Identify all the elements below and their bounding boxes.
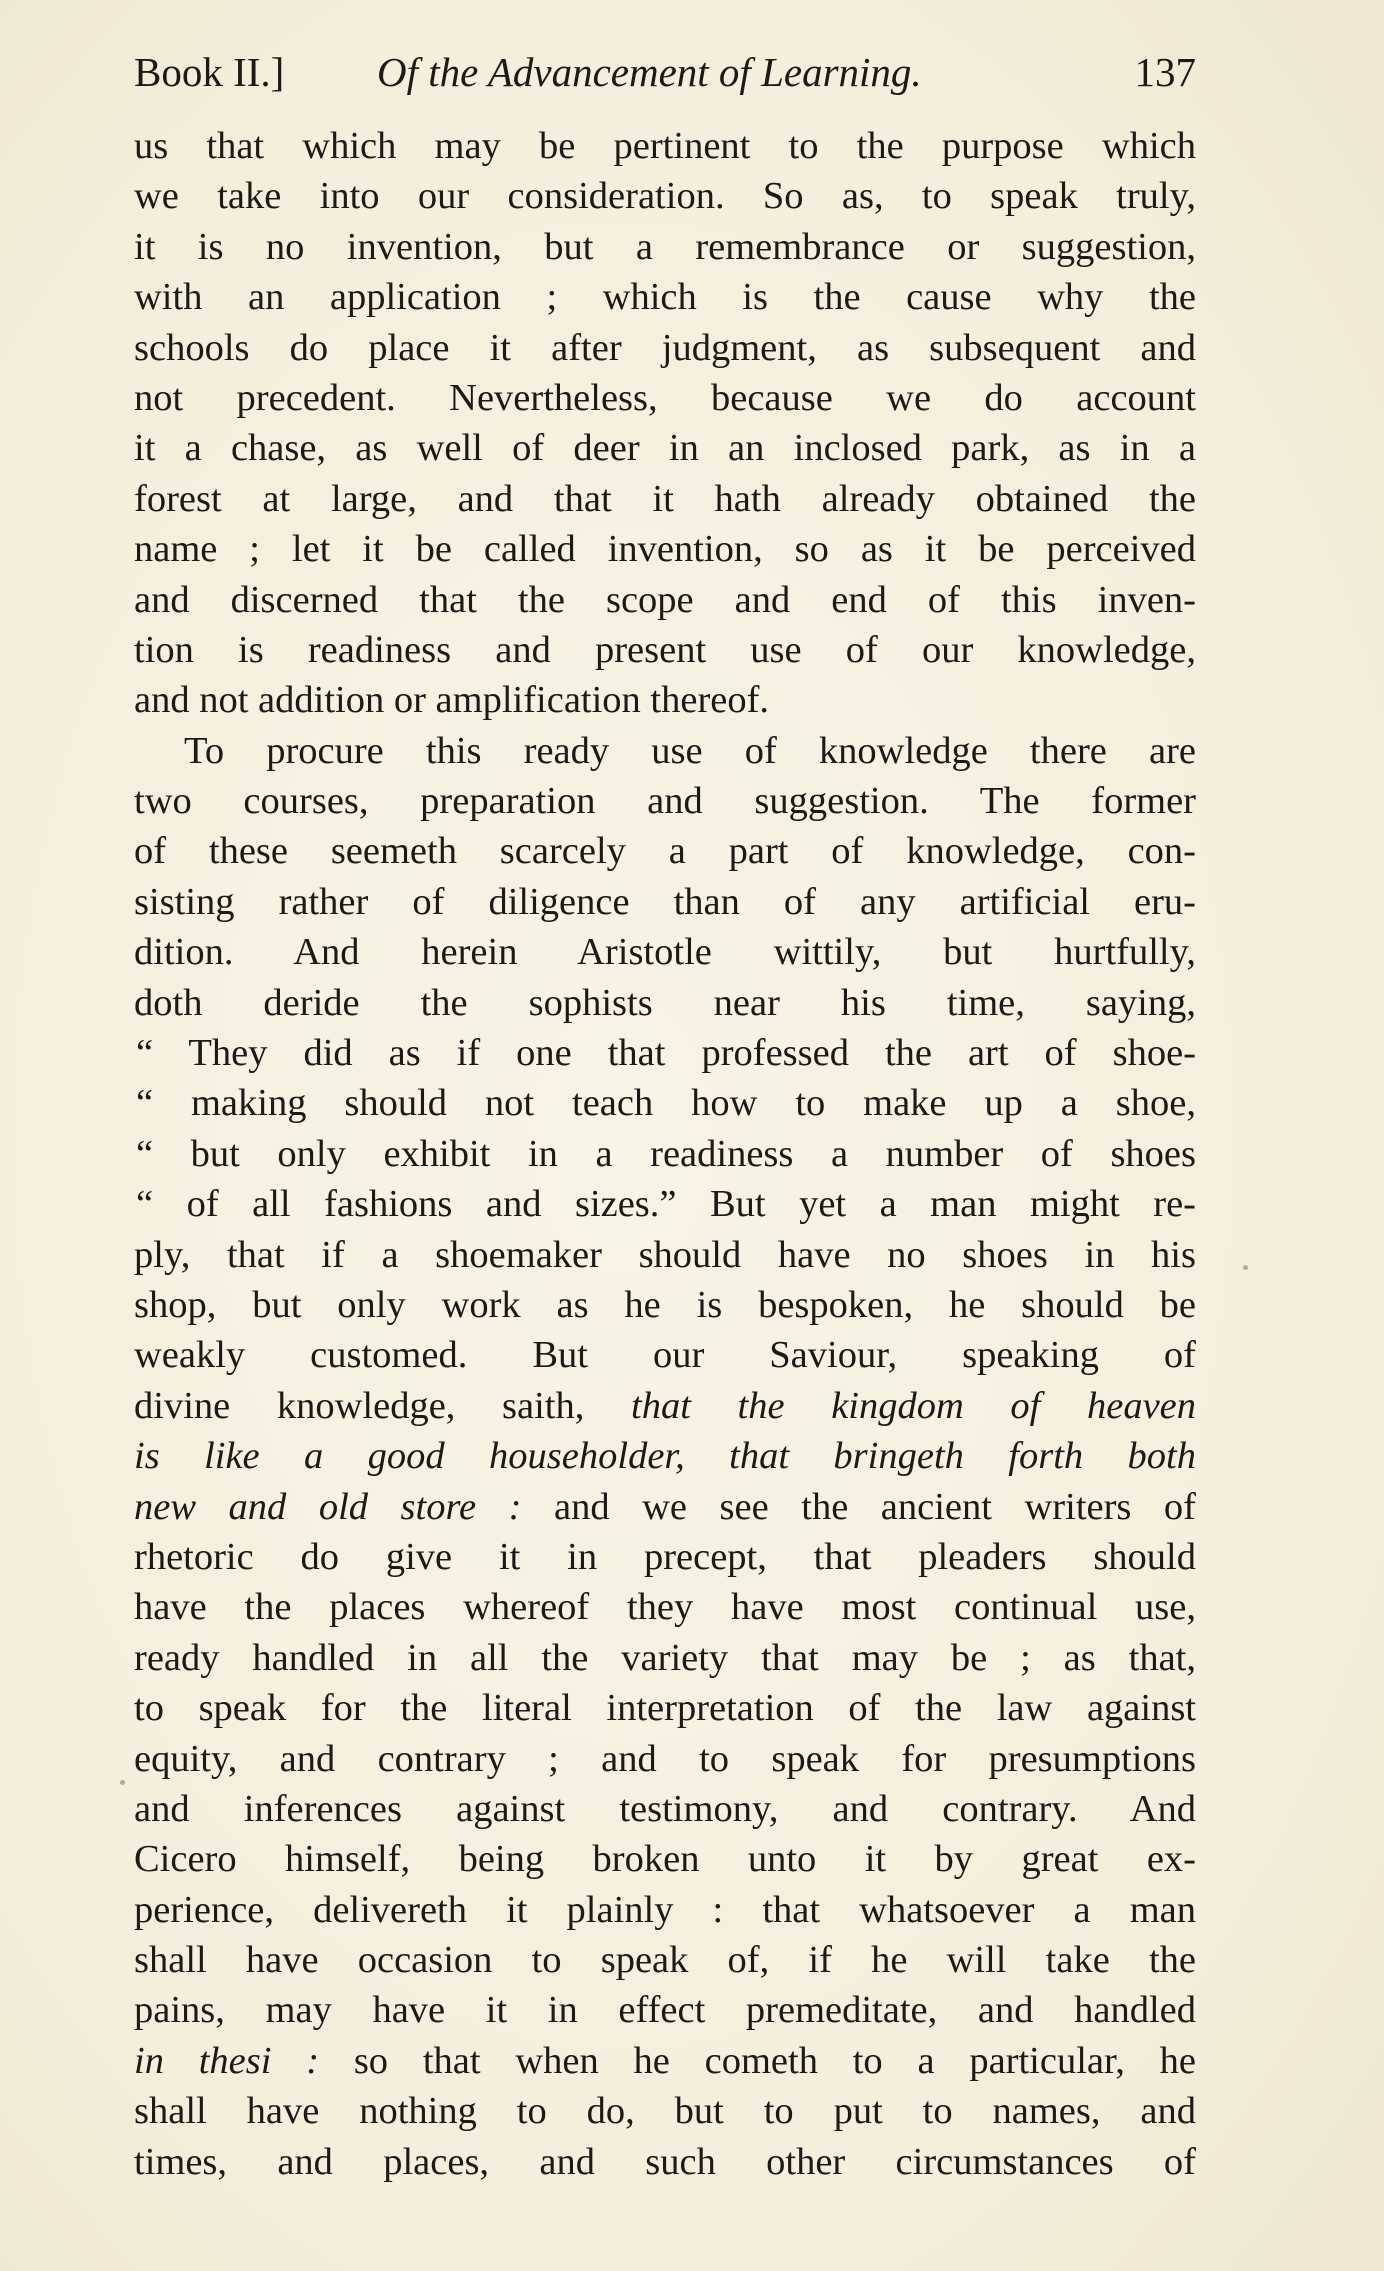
text-line: schools do place it after judgment, as subsequent and (134, 326, 1196, 369)
text-line: and inferences against testimony, and contrary. And (134, 1787, 1196, 1830)
text-line: pains, may have it in effect premeditate, and handled (134, 1989, 1196, 2032)
text-line (134, 1381, 1196, 1431)
text-line: forest at large, and that it hath already obtained the (134, 477, 1196, 520)
text-line: it is no invention, but a remembrance or suggestion, (134, 225, 1196, 268)
text-line: perience, delivereth it plainly : that whatsoever a man (134, 1888, 1196, 1931)
text-line: ready handled in all the variety that may be ; as that, (134, 1636, 1196, 1679)
text-line: to speak for the literal interpretation of the law against (134, 1687, 1196, 1730)
text-line: two courses, preparation and suggestion. The former (134, 780, 1196, 823)
text-line: weakly customed. But our Saviour, speaking of (134, 1334, 1196, 1377)
book-reference: Book II.] (134, 49, 285, 95)
quoted-line: “ of all fashions and sizes.” But yet a man might re- (136, 1183, 1196, 1226)
text-line: with an application ; which is the cause why the (134, 276, 1196, 319)
running-header (134, 42, 1196, 102)
text-line: equity, and contrary ; and to speak for presumptions (134, 1737, 1196, 1780)
text-line: shop, but only work as he is bespoken, he should be (134, 1283, 1196, 1326)
text-line: times, and places, and such other circumstances of (134, 2140, 1196, 2183)
running-title: Of the Advancement of Learning. (377, 49, 922, 95)
text-line (134, 2036, 1196, 2086)
text-line: of these seemeth scarcely a part of knowledge, con- (134, 830, 1196, 873)
text-line: ply, that if a shoemaker should have no shoes in his (134, 1233, 1196, 1276)
quoted-line: “ They did as if one that professed the art of shoe- (136, 1032, 1196, 1075)
text-line: shall have nothing to do, but to put to names, and (134, 2090, 1196, 2133)
text-line: tion is readiness and present use of our knowledge, (134, 628, 1196, 671)
text-line: have the places whereof they have most continual use, (134, 1586, 1196, 1629)
text-run: so that when he cometh to a particular, he (353, 2039, 1197, 2082)
text-run: and we see the ancient writers of (554, 1485, 1197, 1528)
paper-speck (1243, 1265, 1248, 1270)
text-line: us that which may be pertinent to the purpose which (134, 125, 1196, 167)
text-line: dition. And herein Aristotle wittily, but hurtfully, (134, 931, 1196, 974)
text-line (134, 1482, 1196, 1532)
paper-speck (120, 1780, 125, 1785)
text-line: doth deride the sophists near his time, saying, (134, 981, 1196, 1024)
text-line: and not addition or amplification thereof. (134, 679, 770, 722)
text-line: shall have occasion to speak of, if he will take the (134, 1939, 1196, 1982)
text-line (134, 1431, 1196, 1481)
text-run: divine knowledge, saith, (134, 1384, 585, 1427)
italic-latin-phrase: in thesi : (134, 2039, 320, 2082)
text-line: not precedent. Nevertheless, because we do account (134, 376, 1196, 419)
quoted-line: “ but only exhibit in a readiness a number of shoes (136, 1132, 1196, 1175)
text-line: Cicero himself, being broken unto it by great ex- (134, 1838, 1196, 1881)
italic-quotation: new and old store : (134, 1485, 522, 1528)
page-number: 137 (1134, 49, 1196, 95)
italic-quotation: is like a good householder, that bringeth forth both (134, 1435, 1196, 1478)
text-line: name ; let it be called invention, so as it be perceived (134, 528, 1196, 571)
text-line: and discerned that the scope and end of this inven- (134, 578, 1196, 621)
text-line: it a chase, as well of deer in an inclosed park, as in a (134, 427, 1196, 470)
paragraph-first-line: To procure this ready use of knowledge there are (184, 729, 1196, 772)
text-line: rhetoric do give it in precept, that pleaders should (134, 1535, 1196, 1578)
quoted-line: “ making should not teach how to make up a shoe, (136, 1082, 1196, 1125)
italic-quotation: that the kingdom of heaven (631, 1384, 1197, 1427)
text-line: sisting rather of diligence than of any artificial eru- (134, 880, 1196, 923)
text-line: we take into our consideration. So as, to speak truly, (134, 175, 1196, 218)
body-text (134, 121, 1196, 2187)
